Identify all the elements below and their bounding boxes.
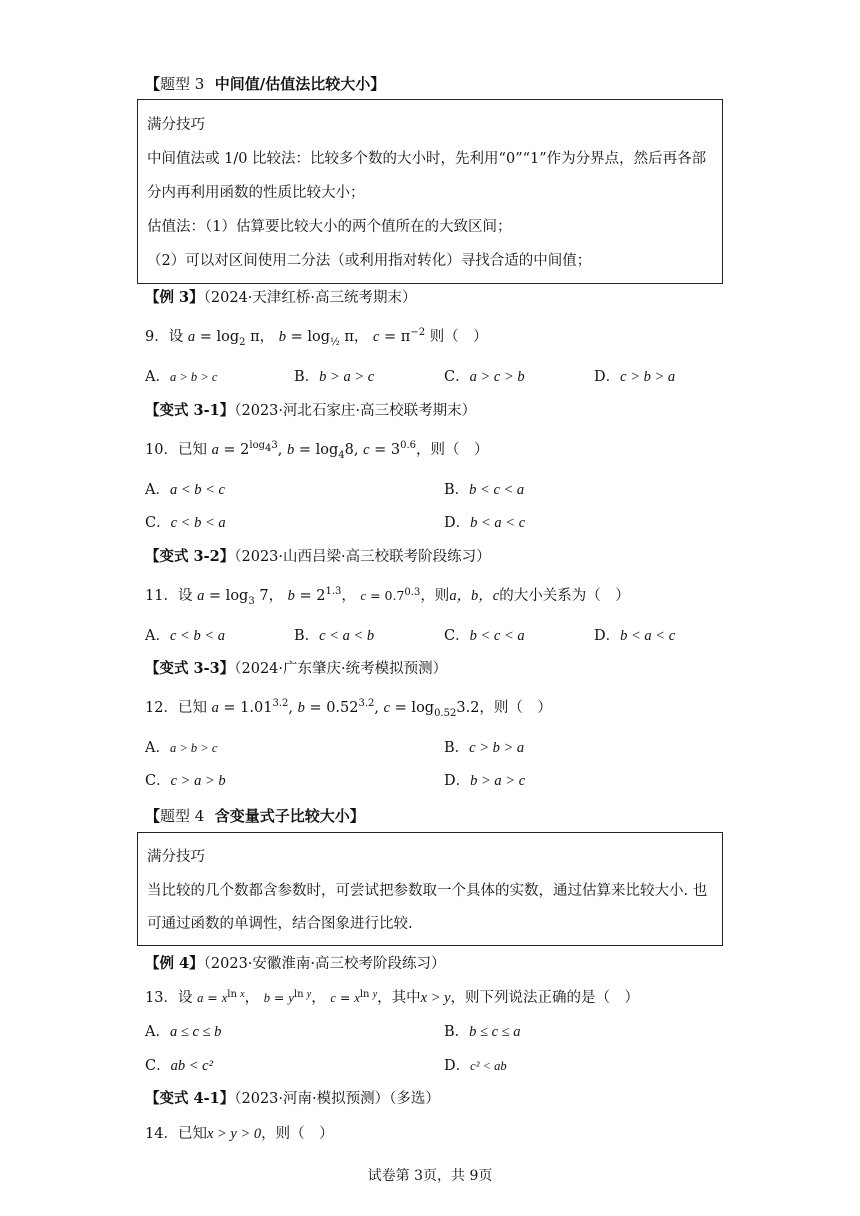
tips-box-2 — [137, 832, 723, 946]
option-letter: D． — [594, 628, 621, 644]
example-tag: 【变式 4-1】 — [145, 1090, 235, 1107]
question-number: 10．已知 — [145, 442, 207, 458]
option-text: c < b < a — [170, 515, 226, 531]
option-letter: A． — [145, 740, 170, 756]
option-b[interactable] — [444, 1022, 521, 1042]
formula-a: a — [211, 442, 219, 458]
option-d[interactable] — [594, 626, 675, 646]
option-b[interactable] — [444, 480, 524, 500]
option-b[interactable] — [294, 367, 374, 387]
example-source: （2023·河北石家庄·高三校联考期末） — [234, 403, 477, 419]
option-a[interactable] — [145, 480, 225, 500]
option-text: c < b < a — [169, 628, 225, 644]
option-a[interactable] — [145, 1022, 221, 1042]
sep: ， — [341, 588, 356, 604]
question-number: 12．已知 — [145, 700, 207, 716]
option-letter: D． — [444, 515, 471, 531]
question-12: 12．已知 $a = 1.01^{3.2}$, $b = 0.52^{3.2}$, $c = \log_{0.52}3.2$，则（ ） — [145, 698, 552, 719]
option-text: c > b > a — [620, 369, 676, 385]
option-letter: B． — [294, 628, 320, 644]
formula-a: a — [187, 329, 196, 345]
example-source: （2023·山西吕梁·高三校联考阶段练习） — [234, 549, 491, 565]
option-letter: B． — [444, 1024, 470, 1040]
sep: ， — [353, 329, 369, 345]
example-header-v41 — [145, 1089, 440, 1109]
tips-box-1 — [137, 99, 723, 284]
option-letter: B． — [444, 740, 470, 756]
formula-b: b — [278, 329, 286, 345]
option-letter: D． — [594, 369, 621, 385]
example-header-v33 — [145, 659, 447, 679]
question-tail: ，则（ ） — [479, 700, 552, 716]
option-letter: A． — [145, 482, 170, 498]
option-text: b < a < c — [620, 628, 676, 644]
option-letter: B． — [444, 482, 470, 498]
tips-line: 分内再利用函数的性质比较大小； — [147, 185, 365, 201]
question-tail: ，则（ ） — [416, 442, 489, 458]
section-title: 中间值/估值法比较大小 — [214, 75, 371, 93]
option-text: a > b > c — [169, 370, 218, 384]
tips-line: 中间值法或 1/0 比较法：比较多个数的大小时，先利用“0”“1”作为分界点，然后再各部 — [147, 151, 707, 167]
question-number: 14．已知 — [145, 1126, 207, 1142]
example-tag: 【例 4】 — [145, 955, 204, 972]
option-c[interactable] — [444, 367, 525, 387]
option-text: ab < c² — [170, 1058, 213, 1074]
option-text: a > b > c — [169, 741, 218, 755]
question-14 — [145, 1124, 334, 1144]
option-letter: A． — [145, 1024, 170, 1040]
sep: ， — [244, 990, 260, 1006]
tips-line: （2）可以对区间使用二分法（或利用指对转化）寻找合适的中间值； — [147, 253, 592, 269]
bracket-close: 】 — [370, 75, 386, 93]
option-text: b > a > c — [470, 773, 526, 789]
example-source: （2024·广东肇庆·统考模拟预测） — [234, 661, 448, 677]
question-tail: ，则 — [420, 588, 450, 604]
question-13: 13．设 $a = x^{ln x}$， $b = y^{ln y}$， $c = x^{ln y}$，其中x > y，则下列说法正确的是（ ） — [145, 988, 640, 1006]
tips-line: 当比较的几个数都含参数时，可尝试把参数取一个具体的实数，通过估算来比较大小. 也 — [147, 883, 708, 899]
option-c[interactable] — [444, 626, 525, 646]
section-title: 含变量式子比较大小 — [214, 807, 350, 825]
question-vars: a，b，c — [449, 588, 500, 604]
question-condition: x > y — [420, 990, 451, 1006]
sep: ， — [259, 329, 275, 345]
option-text: b < c < a — [469, 628, 525, 644]
option-text: c < a < b — [319, 628, 375, 644]
option-text: a ≤ c ≤ b — [169, 1024, 222, 1040]
option-text: b > a > c — [319, 369, 375, 385]
bracket-open: 【 — [145, 75, 161, 93]
tips-heading: 满分技巧 — [147, 117, 205, 133]
option-text: c > b > a — [469, 740, 525, 756]
question-end: 的大小关系为（ ） — [499, 588, 630, 604]
page-footer: 试卷第 3页，共 9页 — [367, 1168, 493, 1184]
question-tail: 则（ ） — [429, 329, 488, 345]
option-letter: C． — [145, 515, 171, 531]
option-d[interactable] — [444, 771, 525, 791]
sep: ， — [311, 990, 326, 1006]
option-letter: C． — [444, 369, 470, 385]
option-c[interactable] — [145, 513, 226, 533]
example-source: （2024·天津红桥·高三统考期末） — [203, 290, 417, 306]
option-d[interactable] — [444, 513, 525, 533]
option-text: b < a < c — [470, 515, 526, 531]
option-letter: A． — [145, 369, 170, 385]
option-letter: B． — [294, 369, 320, 385]
option-b[interactable] — [294, 626, 374, 646]
option-letter: C． — [145, 773, 171, 789]
question-number: 11．设 — [145, 588, 193, 604]
question-condition: x > y > 0 — [206, 1126, 262, 1142]
formula-c: c — [372, 329, 380, 345]
question-number: 13．设 — [145, 990, 193, 1006]
option-letter: C． — [145, 1058, 171, 1074]
example-source: （2023·安徽淮南·高三校考阶段练习） — [203, 956, 446, 972]
option-d[interactable] — [444, 1056, 507, 1076]
option-letter: D． — [444, 1058, 471, 1074]
option-letter: D． — [444, 773, 471, 789]
example-tag: 【变式 3-3】 — [145, 660, 235, 677]
tips-line: 可通过函数的单调性，结合图象进行比较. — [147, 916, 413, 932]
option-d[interactable] — [594, 367, 675, 387]
option-a[interactable] — [145, 738, 217, 758]
example-source: （2023·河南·模拟预测）（多选） — [234, 1091, 440, 1107]
option-c[interactable] — [145, 771, 226, 791]
question-10: 10．已知 $a = 2^{log_43}$, $b = \log_48$, $c = 3^{0.6}$，则（ ） — [145, 440, 489, 461]
section-header-type3 — [145, 74, 385, 94]
option-text: b < c < a — [469, 482, 525, 498]
example-tag: 【变式 3-2】 — [145, 548, 235, 565]
bracket-open: 【 — [145, 807, 161, 825]
option-a[interactable] — [145, 367, 217, 387]
option-text: a < b < c — [169, 482, 225, 498]
tips-line: 估值法：（1）估算要比较大小的两个值所在的大致区间； — [147, 219, 512, 235]
option-text: c² < ab — [470, 1059, 507, 1073]
question-tail: ，则下列说法正确的是（ ） — [450, 990, 640, 1006]
option-text: a > c > b — [469, 369, 525, 385]
question-number: 9．设 — [145, 329, 184, 345]
sep: ，其中 — [377, 990, 421, 1006]
option-a[interactable] — [145, 626, 225, 646]
example-header-v32 — [145, 547, 491, 567]
section-header-type4 — [145, 806, 365, 826]
option-letter: C． — [444, 628, 470, 644]
option-text: b ≤ c ≤ a — [469, 1024, 521, 1040]
example-header-v31 — [145, 401, 476, 421]
option-b[interactable] — [444, 738, 524, 758]
tips-heading: 满分技巧 — [147, 849, 205, 865]
example-tag: 【例 3】 — [145, 289, 204, 306]
option-text: c > a > b — [170, 773, 226, 789]
example-header-ex3 — [145, 288, 417, 308]
section-label: 题型 4 — [160, 807, 205, 825]
question-11: 11．设 $a = \log_3 7$， $b = 2^{1.3}$， $c = 0.7^{0.3}$，则a，b，c的大小关系为（ ） — [145, 586, 630, 607]
example-tag: 【变式 3-1】 — [145, 402, 235, 419]
bracket-close: 】 — [349, 807, 365, 825]
sep: ， — [268, 588, 284, 604]
question-9: 9．设 $a = \log_2 \pi$， $b = \log_{\frac{1}{2}} \pi$， $c = \pi^{-2}$ 则（ ） — [145, 327, 488, 348]
option-c[interactable] — [145, 1056, 213, 1076]
section-label: 题型 3 — [160, 75, 205, 93]
question-tail: ，则（ ） — [261, 1126, 334, 1142]
option-letter: A． — [145, 628, 170, 644]
example-header-ex4 — [145, 954, 446, 974]
